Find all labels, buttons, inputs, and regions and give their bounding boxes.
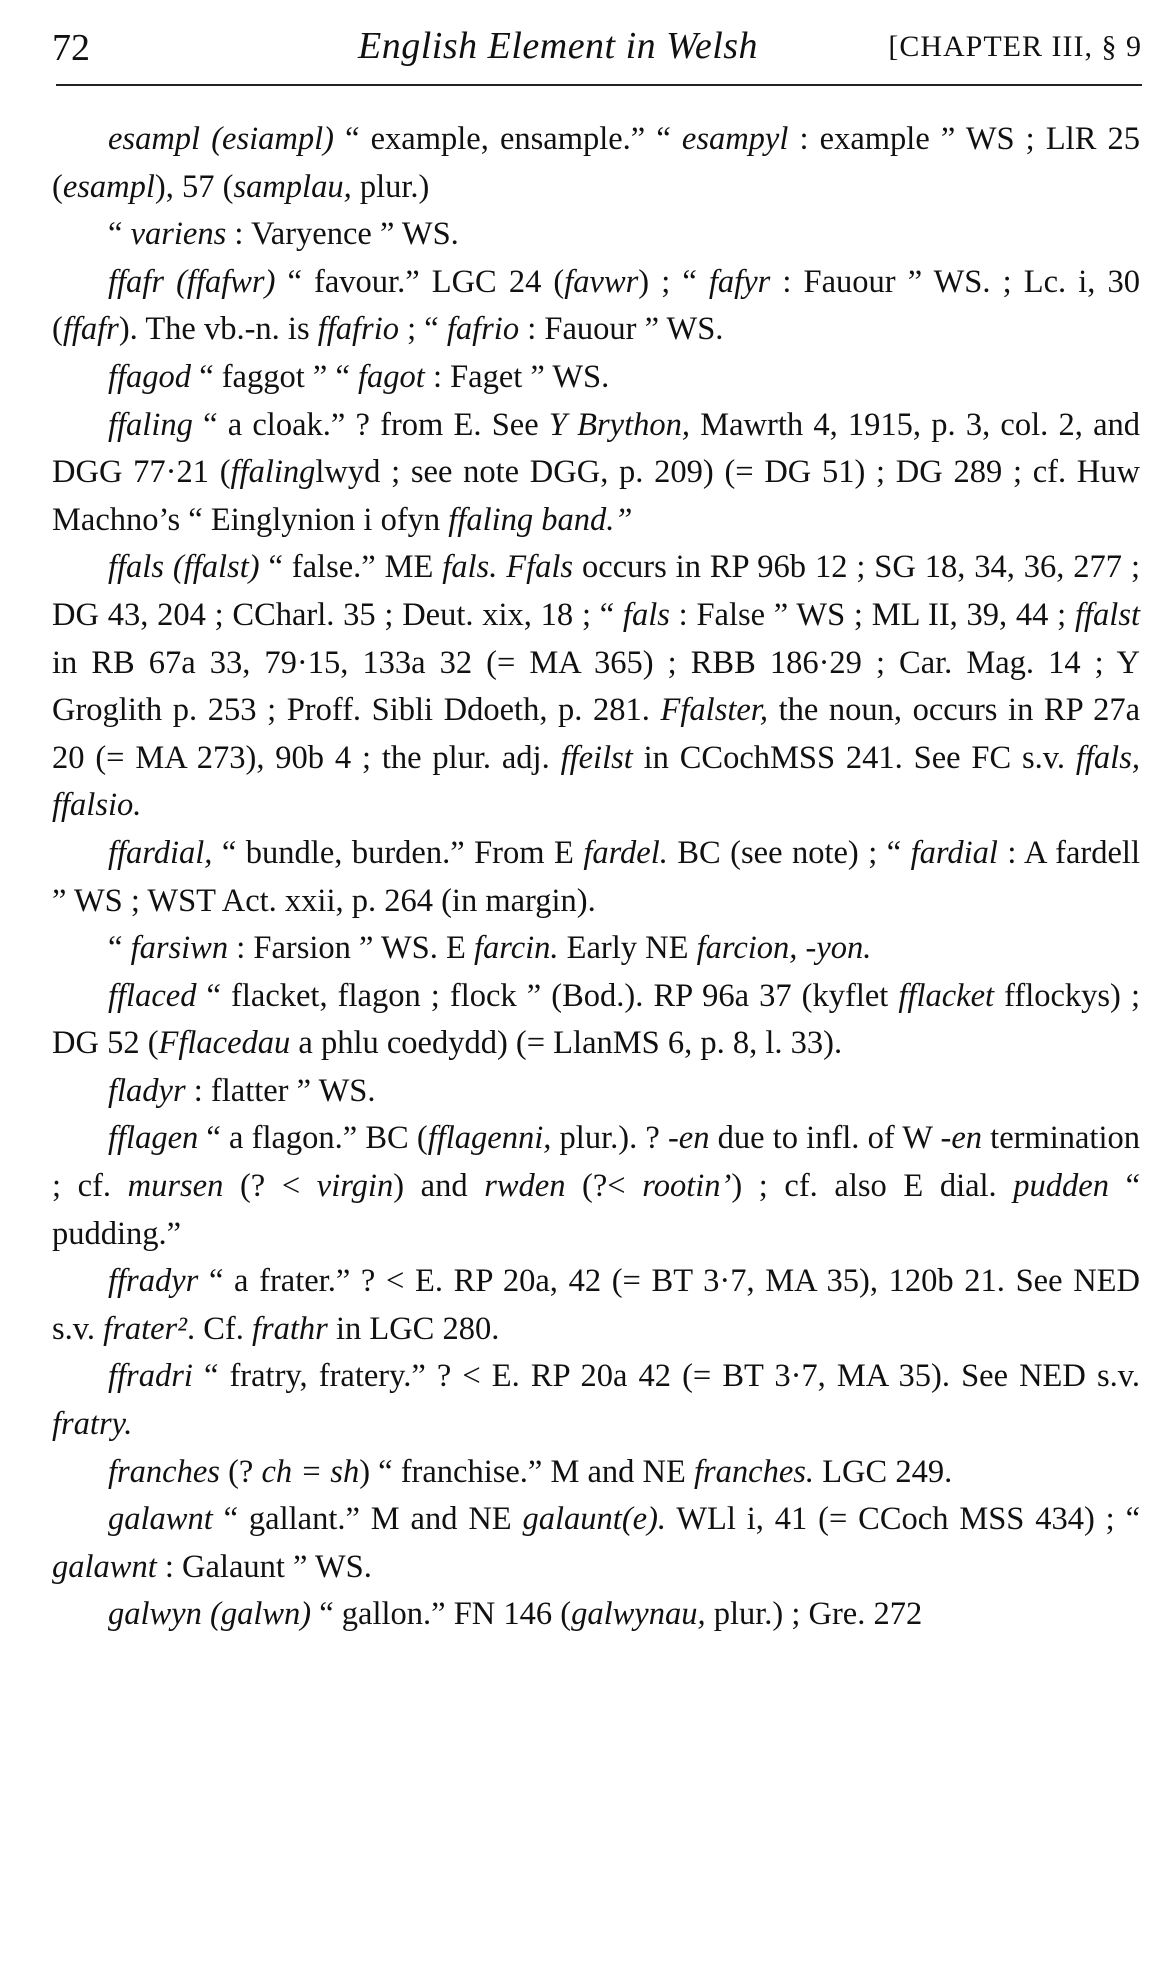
running-header (52, 18, 1142, 74)
entry-esampl: esampl (esiampl) “ example, ensample.” “ esampyl : example ” WS ; LlR 25 (esampl), 57 (samplau, plur.) (52, 121, 1141, 205)
italic-term: ffafr (62, 311, 119, 348)
italic-term: pudden (1013, 1168, 1109, 1205)
italic-term: fardial (910, 834, 998, 871)
italic-term: galaunt(e). (522, 1501, 667, 1538)
italic-term: favwr (564, 263, 639, 300)
italic-term: ch = sh (261, 1453, 360, 1490)
italic-term: fardel. (583, 834, 668, 871)
entry-ffradyr: ffradyr “ a frater.” ? < E. RP 20a, 42 (= BT 3·7, MA 35), 120b 21. See NED s.v. frater². Cf. frathr in LGC 280. (52, 1263, 1140, 1347)
italic-term: ffaling band.” (448, 501, 633, 538)
italic-term: esampyl (681, 121, 789, 157)
entry-fflagen: fflagen “ a flagon.” BC (fflagenni, plur.). ? -en due to infl. of W -en termination ; cf. mursen (? < virgin) and rwden (?< rootin’) ; cf. also E dial. pudden “ pudding.” (52, 1120, 1141, 1252)
italic-term: rootin’ (642, 1168, 732, 1205)
italic-term: fflacket (898, 977, 995, 1014)
header-rule (56, 84, 1142, 86)
italic-term: ffradyr (108, 1263, 199, 1300)
italic-term: farcin. (473, 930, 559, 967)
page-number: 72 (52, 27, 90, 69)
italic-term: frathr (251, 1310, 328, 1347)
italic-term: ffalst (1074, 596, 1141, 633)
italic-term: ffeilst (560, 739, 633, 776)
italic-term: fafrio (446, 311, 520, 348)
italic-term: Ffalster, (660, 692, 768, 729)
italic-term: ffals (ffalst) (108, 549, 260, 586)
entry-ffagod: ffagod “ faggot ” “ fagot : Faget ” WS. (108, 358, 610, 395)
dictionary-entries (52, 116, 1140, 1639)
entry-ffafr: ffafr (ffafwr) “ favour.” LGC 24 (favwr) ; “ fafyr : Fauour ” WS. ; Lc. i, 30 (ffafr). The vb.-n. is ffafrio ; “ fafrio : Fauour ” WS. (52, 263, 1141, 348)
italic-term: fflaced (108, 977, 197, 1014)
italic-term: fafyr (708, 263, 771, 300)
italic-term: virgin (316, 1168, 394, 1205)
italic-term: esampl (esiampl) (108, 121, 334, 157)
running-title: English Element in Welsh (358, 25, 759, 67)
italic-term: ffradri (108, 1358, 193, 1395)
italic-term: mursen (127, 1168, 224, 1205)
entry-ffardial: ffardial, “ bundle, burden.” From E fardel. BC (see note) ; “ fardial : A fardell ” WS ; WST Act. xxii, p. 264 (in margin). (52, 834, 1140, 919)
italic-term: -en (667, 1120, 710, 1157)
italic-term: galawnt (52, 1548, 157, 1585)
entry-franches: franches (? ch = sh) “ franchise.” M and NE franches. LGC 249. (108, 1453, 953, 1490)
italic-term: Y Brython, (548, 406, 690, 443)
italic-term: farsiwn (130, 930, 229, 967)
italic-term: fratry. (52, 1406, 133, 1443)
italic-term: ffals, ffalsio. (52, 739, 1140, 824)
italic-term: esampl (62, 168, 155, 205)
italic-term: Fflacedau (158, 1025, 291, 1062)
italic-term: franches (108, 1453, 220, 1490)
entry-fflaced: fflaced “ flacket, flagon ; flock ” (Bod.). RP 96a 37 (kyflet fflacket fflockys) ; DG 52 (Fflacedau a phlu coedydd) (= LlanMS 6, p. 8, l. 33). (52, 977, 1141, 1062)
italic-term: rwden (484, 1168, 566, 1205)
entry-ffaling: ffaling “ a cloak.” ? from E. See Y Brython, Mawrth 4, 1915, p. 3, col. 2, and DGG 77·21 (ffalinglwyd ; see note DGG, p. 209) (= DG 51) ; DG 289 ; cf. Huw Machno’s “ Einglynion i ofyn ffaling band.” (52, 406, 1140, 538)
entry-galwyn: galwyn (galwn) “ gallon.” FN 146 (galwynau, plur.) ; Gre. 272 (108, 1596, 923, 1633)
entry-fladyr: fladyr : flatter ” WS. (108, 1072, 376, 1109)
italic-term: fals (622, 596, 670, 633)
italic-term: -en (940, 1120, 982, 1157)
italic-term: fals. Ffals (442, 549, 574, 586)
italic-term: fflagenni, (427, 1120, 552, 1157)
entry-variens: “ variens : Varyence ” WS. (108, 216, 459, 253)
italic-term: ffaling (230, 454, 316, 491)
italic-term: galwyn (galwn) (108, 1596, 312, 1633)
italic-term: fflagen (108, 1120, 199, 1157)
italic-term: ffardial, (108, 834, 213, 871)
italic-term: ffaling (108, 406, 193, 443)
italic-term: ffafrio (317, 311, 399, 348)
italic-term: galwynau, (571, 1596, 706, 1633)
entry-ffals: ffals (ffalst) “ false.” ME fals. Ffals occurs in RP 96b 12 ; SG 18, 34, 36, 277 ; DG 43, 204 ; CCharl. 35 ; Deut. xix, 18 ; “ fals : False ” WS ; ML II, 39, 44 ; ffalst in RB 67a 33, 79·15, 133a 32 (= MA 365) ; RBB 186·29 ; Car. Mag. 14 ; Y Groglith p. 253 ; Proff. Sibli Ddoeth, p. 281. Ffalster, the noun, occurs in RP 27a 20 (= MA 273), 90b 4 ; the plur. adj. ffeilst in CCochMSS 241. See FC s.v. ffals, ffalsio. (52, 549, 1141, 824)
entry-ffradri: ffradri “ fratry, fratery.” ? < E. RP 20a 42 (= BT 3·7, MA 35). See NED s.v. fratry. (52, 1358, 1140, 1443)
italic-term: variens (130, 216, 227, 253)
italic-term: frater² (103, 1310, 187, 1347)
italic-term: ffagod (108, 358, 192, 395)
italic-term: fagot (358, 358, 425, 395)
italic-term: farcion, -yon. (696, 930, 872, 967)
entry-galawnt: galawnt “ gallant.” M and NE galaunt(e). WLl i, 41 (= CCoch MSS 434) ; “ galawnt : Galaunt ” WS. (52, 1501, 1140, 1585)
italic-term: ffafr (ffafwr) (108, 263, 276, 300)
italic-term: fladyr (108, 1072, 186, 1109)
italic-term: franches. (694, 1453, 815, 1490)
italic-term: galawnt (108, 1501, 213, 1538)
entry-farsiwn: “ farsiwn : Farsion ” WS. E farcin. Early NE farcion, -yon. (108, 930, 872, 967)
italic-term: samplau, (233, 168, 352, 205)
section-reference: [CHAPTER III, § 9 (888, 30, 1142, 63)
